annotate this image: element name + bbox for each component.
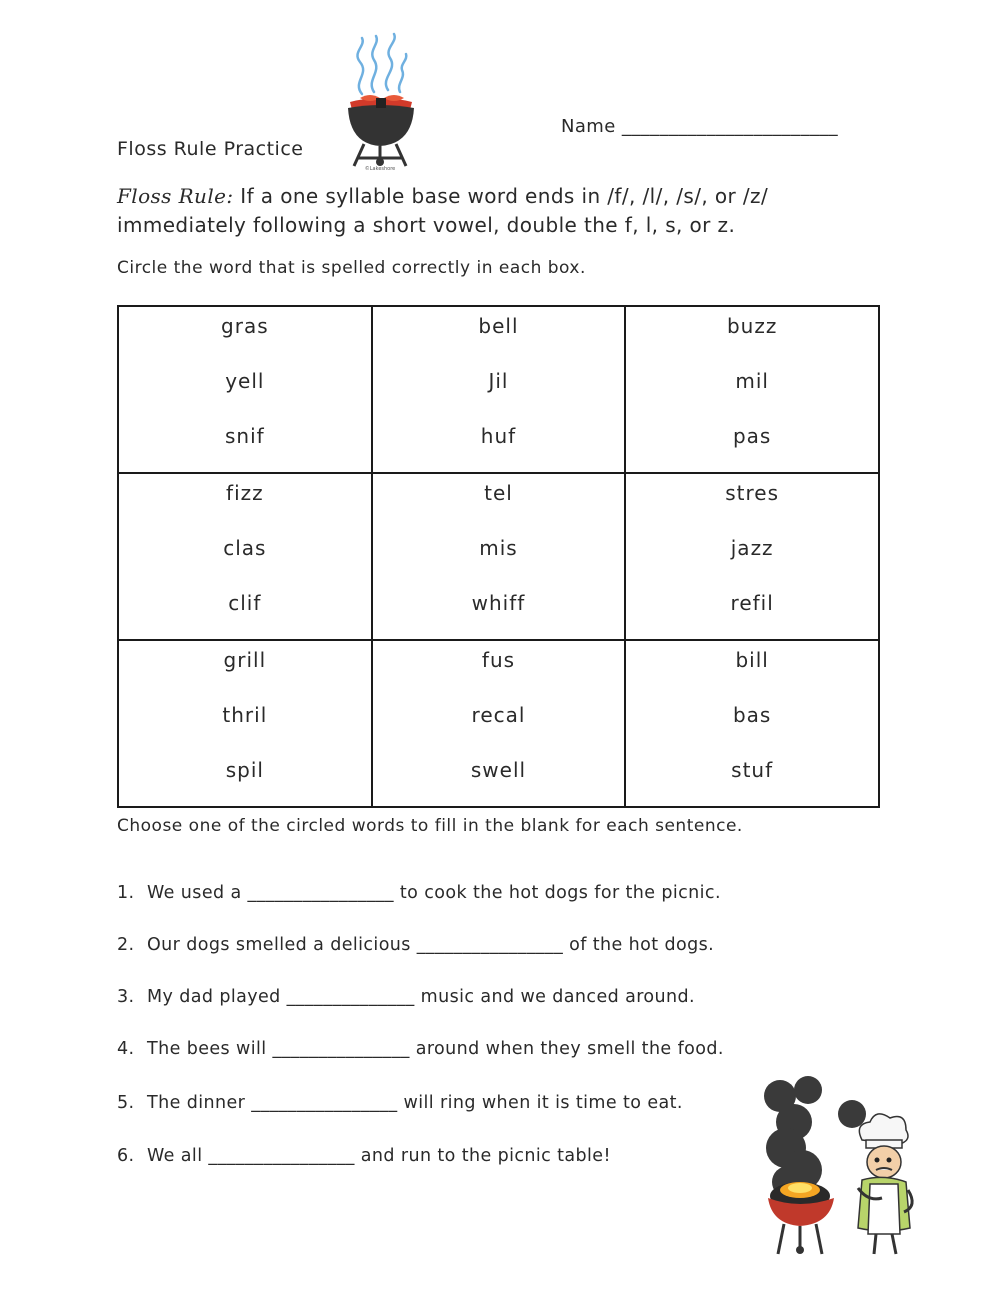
- name-field[interactable]: [561, 116, 838, 137]
- page-title: Floss Rule Practice: [117, 138, 304, 160]
- circle-instructions: Circle the word that is spelled correctly in each box.: [117, 258, 586, 278]
- word-choice[interactable]: clif: [228, 591, 262, 615]
- grid-cell: [625, 473, 879, 640]
- grill-credit: ©Lakeshore: [364, 166, 396, 172]
- word-choice[interactable]: gras: [221, 314, 269, 338]
- word-choice[interactable]: thril: [222, 703, 268, 727]
- word-choice[interactable]: stuf: [731, 758, 774, 782]
- sentence-text: The dinner ________________ will ring when it is time to eat.: [147, 1093, 683, 1113]
- rule-text: If a one syllable base word ends in /f/, /l/, /s/, or /z/ immediately following a short vowel, double the f, l, s, or z.: [117, 184, 769, 237]
- grid-cell: [372, 473, 626, 640]
- sentence[interactable]: [117, 1146, 611, 1166]
- sentence[interactable]: [117, 1093, 683, 1113]
- sentence-number: 1.: [117, 883, 135, 903]
- name-line[interactable]: _______________________: [621, 116, 839, 137]
- sentence[interactable]: [117, 883, 721, 903]
- word-choice[interactable]: swell: [470, 758, 527, 782]
- word-choice[interactable]: jazz: [730, 536, 774, 560]
- word-choice[interactable]: bell: [478, 314, 519, 338]
- sentence-text: Our dogs smelled a delicious ________________ of the hot dogs.: [147, 935, 715, 955]
- sentence-number: 3.: [117, 987, 135, 1007]
- word-choice[interactable]: spil: [225, 758, 264, 782]
- grid-cell: [118, 473, 372, 640]
- rule-label: Floss Rule:: [117, 184, 234, 208]
- sentence-number: 4.: [117, 1039, 135, 1059]
- sentence-number: 5.: [117, 1093, 135, 1113]
- grid-cell: [372, 640, 626, 807]
- sentence[interactable]: [117, 1039, 724, 1059]
- sentence-number: 2.: [117, 935, 135, 955]
- word-choice[interactable]: recal: [471, 703, 526, 727]
- word-choice[interactable]: pas: [732, 424, 772, 448]
- grid-cell: [372, 306, 626, 473]
- chef-grilling-illustration: [758, 1078, 930, 1260]
- word-choice[interactable]: stres: [725, 481, 780, 505]
- sentence-text: My dad played ______________ music and we danced around.: [147, 987, 695, 1007]
- word-choice[interactable]: snif: [224, 424, 265, 448]
- grid-cell: [118, 306, 372, 473]
- sentence-text: We all ________________ and run to the picnic table!: [147, 1146, 611, 1166]
- word-choice[interactable]: fus: [481, 648, 516, 672]
- word-choice[interactable]: buzz: [726, 314, 778, 338]
- word-choice[interactable]: yell: [225, 369, 265, 393]
- word-grid: [117, 305, 880, 808]
- word-choice[interactable]: bill: [735, 648, 769, 672]
- choose-instructions: Choose one of the circled words to fill in the blank for each sentence.: [117, 816, 743, 836]
- word-choice[interactable]: bas: [732, 703, 772, 727]
- word-choice[interactable]: mis: [479, 536, 518, 560]
- sentence-text: We used a ________________ to cook the hot dogs for the picnic.: [147, 883, 721, 903]
- grill-illustration: [340, 32, 420, 172]
- word-choice[interactable]: huf: [480, 424, 517, 448]
- grid-cell: [118, 640, 372, 807]
- floss-rule: [117, 182, 897, 240]
- word-choice[interactable]: tel: [484, 481, 513, 505]
- word-choice[interactable]: mil: [735, 369, 769, 393]
- name-label: Name: [561, 116, 616, 137]
- sentence-text: The bees will _______________ around when they smell the food.: [147, 1039, 724, 1059]
- word-choice[interactable]: refil: [730, 591, 774, 615]
- grid-cell: [625, 640, 879, 807]
- sentence[interactable]: [117, 935, 714, 955]
- grid-cell: [625, 306, 879, 473]
- word-choice[interactable]: whiff: [471, 591, 526, 615]
- sentence-number: 6.: [117, 1146, 135, 1166]
- word-choice[interactable]: grill: [223, 648, 267, 672]
- word-choice[interactable]: Jil: [488, 369, 509, 393]
- word-choice[interactable]: clas: [223, 536, 267, 560]
- sentence[interactable]: [117, 987, 695, 1007]
- word-choice[interactable]: fizz: [226, 481, 264, 505]
